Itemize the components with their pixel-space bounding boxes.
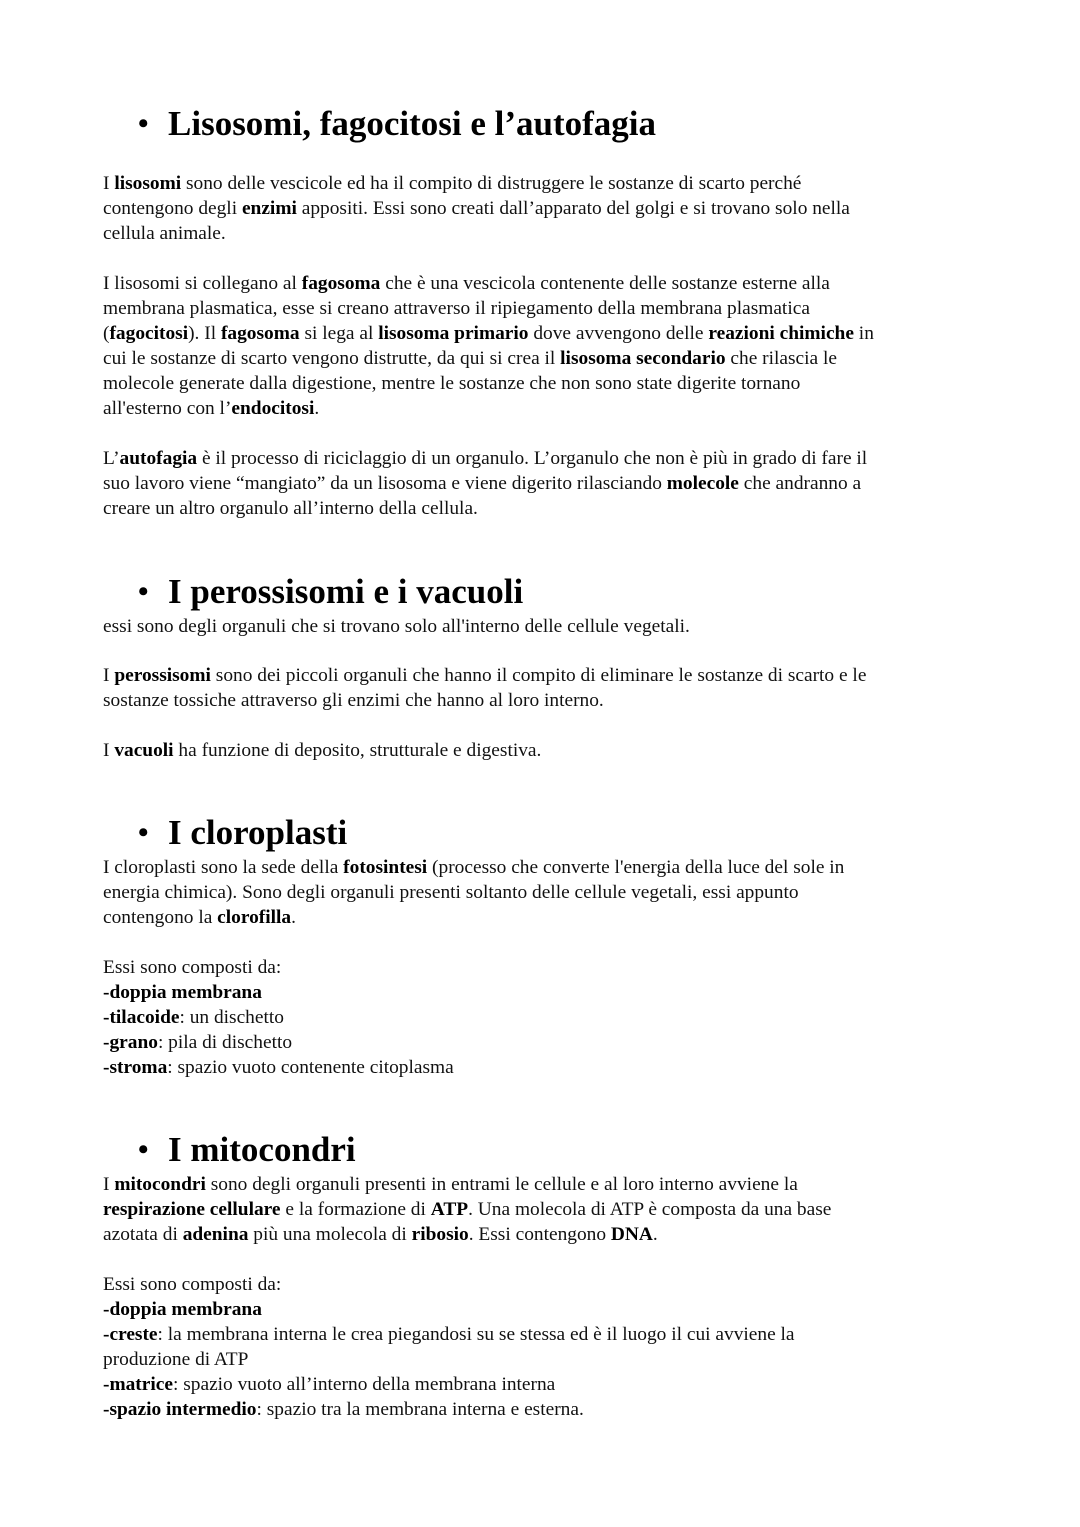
bold-term: perossisomi — [114, 665, 211, 686]
text-run: Essi sono composti da: — [103, 1274, 282, 1295]
bold-term: adenina — [182, 1224, 249, 1245]
bold-term: -creste — [103, 1324, 158, 1345]
bold-term: fagocitosi — [109, 323, 189, 344]
text-run: : spazio vuoto all’interno della membrana interna — [172, 1374, 556, 1395]
text-run: suo lavoro viene “mangiato” da un lisosoma e viene digerito rilasciando — [103, 473, 667, 494]
paragraph — [103, 446, 867, 521]
text-line — [103, 446, 867, 471]
text-run: . — [314, 398, 320, 419]
section-title: Lisosomi, fagocitosi e l’autofagia — [168, 104, 657, 143]
text-run: (processo che converte l'energia della luce del sole in — [427, 857, 845, 878]
text-line — [103, 221, 850, 246]
text-run: produzione di ATP — [103, 1349, 249, 1370]
text-run: sono dei piccoli organuli che hanno il compito di eliminare le sostanze di scarto e le — [210, 665, 867, 686]
bold-term: ribosio — [411, 1224, 469, 1245]
text-run: I cloroplasti sono la sede della — [103, 857, 344, 878]
text-run: essi sono degli organuli che si trovano solo all'interno delle cellule vegetali. — [103, 616, 690, 637]
paragraph — [103, 663, 866, 713]
text-run: azotata di — [103, 1224, 183, 1245]
text-line — [103, 880, 844, 905]
paragraph — [103, 1172, 831, 1247]
text-line — [103, 196, 850, 221]
text-line — [103, 496, 867, 521]
text-run: membrana plasmatica, esse si creano attraverso il ripiegamento della membrana plasmatica — [103, 298, 810, 319]
text-line — [103, 296, 874, 321]
text-run: che andranno a — [738, 473, 862, 494]
paragraph — [103, 171, 850, 246]
text-run: . — [652, 1224, 658, 1245]
text-line — [103, 321, 874, 346]
text-run: molecole generate dalla digestione, mentre le sostanze che non sono state digerite tornano — [103, 373, 801, 394]
bold-term: mitocondri — [114, 1174, 206, 1195]
section-heading-lisosomi — [103, 104, 656, 144]
text-run: I — [103, 665, 115, 686]
text-run: . Una molecola di ATP è composta da una base — [468, 1199, 832, 1220]
text-run: : pila di dischetto — [157, 1032, 293, 1053]
bold-term: -doppia membrana — [103, 1299, 262, 1320]
text-line — [103, 855, 844, 880]
bold-term: -tilacoide — [103, 1007, 180, 1028]
text-run: in — [853, 323, 874, 344]
text-line — [103, 955, 454, 980]
text-run: contengono degli — [103, 198, 242, 219]
text-line — [103, 1172, 831, 1197]
bold-term: reazioni chimiche — [708, 323, 854, 344]
bold-term: -matrice — [103, 1374, 173, 1395]
text-line — [103, 1322, 795, 1347]
text-run: . — [291, 907, 296, 928]
paragraph — [103, 271, 874, 421]
section-heading-mitocondri — [103, 1130, 356, 1170]
text-run: energia chimica). Sono degli organuli presenti soltanto delle cellule vegetali, essi appunto — [103, 882, 799, 903]
text-line — [103, 1030, 454, 1055]
text-line — [103, 1397, 795, 1422]
text-line — [103, 1005, 454, 1030]
text-run: Essi sono composti da: — [103, 957, 282, 978]
bold-term: DNA — [610, 1224, 653, 1245]
text-run: : la membrana interna le crea piegandosi su se stessa ed è il luogo il cui avviene la — [157, 1324, 795, 1345]
text-line — [103, 1372, 795, 1397]
text-run: si lega al — [299, 323, 379, 344]
text-run: . Essi contengono — [468, 1224, 611, 1245]
text-line — [103, 905, 844, 930]
text-line — [103, 1197, 831, 1222]
text-run: L’ — [103, 448, 120, 469]
text-line — [103, 1222, 831, 1247]
text-run: I — [103, 173, 115, 194]
text-run: sono degli organuli presenti in entrami le cellule e al loro interno avviene la — [205, 1174, 798, 1195]
bold-term: respirazione cellulare — [103, 1199, 281, 1220]
bold-term: lisosoma secondario — [560, 348, 726, 369]
text-run: che rilascia le — [725, 348, 837, 369]
text-line — [103, 471, 867, 496]
text-run: I — [103, 1174, 115, 1195]
section-title: I perossisomi e i vacuoli — [168, 572, 524, 611]
text-line — [103, 1347, 795, 1372]
paragraph — [103, 738, 541, 763]
section-heading-perossisomi — [103, 572, 523, 612]
text-line — [103, 396, 874, 421]
bold-term: enzimi — [241, 198, 297, 219]
text-run: : spazio vuoto contenente citoplasma — [167, 1057, 454, 1078]
bold-term: -doppia membrana — [103, 982, 262, 1003]
paragraph — [103, 855, 844, 930]
text-run: cellula animale. — [103, 223, 226, 244]
paragraph — [103, 614, 690, 639]
text-run: : spazio tra la membrana interna e esterna. — [256, 1399, 584, 1420]
bullet-icon: • — [138, 575, 149, 608]
text-line — [103, 1055, 454, 1080]
text-run: sono delle vescicole ed ha il compito di distruggere le sostanze di scarto perché — [181, 173, 802, 194]
bold-term: endocitosi — [231, 398, 315, 419]
text-line — [103, 271, 874, 296]
text-run: I — [103, 740, 115, 761]
paragraph — [103, 955, 454, 1080]
text-line — [103, 688, 866, 713]
bold-term: autofagia — [119, 448, 198, 469]
text-line — [103, 171, 850, 196]
bold-term: fagosoma — [301, 273, 381, 294]
bold-term: clorofilla — [217, 907, 292, 928]
bold-term: -grano — [103, 1032, 158, 1053]
bold-term: -stroma — [103, 1057, 168, 1078]
bullet-icon: • — [138, 816, 149, 849]
bold-term: fotosintesi — [343, 857, 428, 878]
text-line — [103, 1297, 795, 1322]
text-run: che è una vescicola contenente delle sostanze esterne alla — [380, 273, 830, 294]
bullet-icon: • — [138, 1133, 149, 1166]
bold-term: vacuoli — [114, 740, 174, 761]
text-run: dove avvengono delle — [528, 323, 709, 344]
text-run: ). Il — [188, 323, 221, 344]
text-line — [103, 614, 690, 639]
text-run: ha funzione di deposito, strutturale e digestiva. — [173, 740, 542, 761]
text-line — [103, 1272, 795, 1297]
text-run: : un dischetto — [179, 1007, 284, 1028]
paragraph — [103, 1272, 795, 1422]
text-run: più una molecola di — [248, 1224, 412, 1245]
section-title: I cloroplasti — [168, 813, 348, 852]
text-run: contengono la — [103, 907, 218, 928]
bold-term: molecole — [666, 473, 739, 494]
text-run: ( — [103, 323, 110, 344]
text-line — [103, 663, 866, 688]
text-run: sostanze tossiche attraverso gli enzimi che hanno al loro interno. — [103, 690, 604, 711]
text-line — [103, 738, 541, 763]
text-line — [103, 980, 454, 1005]
text-run: all'esterno con l’ — [103, 398, 232, 419]
bold-term: fagosoma — [220, 323, 300, 344]
text-run: cui le sostanze di scarto vengono distrutte, da qui si crea il — [103, 348, 561, 369]
section-heading-cloroplasti — [103, 813, 347, 853]
text-line — [103, 346, 874, 371]
text-run: appositi. Essi sono creati dall’apparato del golgi e si trovano solo nella — [296, 198, 850, 219]
text-run: I lisosomi si collegano al — [103, 273, 302, 294]
bold-term: -spazio intermedio — [103, 1399, 257, 1420]
text-line — [103, 371, 874, 396]
text-run: e la formazione di — [280, 1199, 431, 1220]
text-run: è il processo di riciclaggio di un organulo. L’organulo che non è più in grado di fare il — [197, 448, 868, 469]
bold-term: lisosomi — [114, 173, 182, 194]
section-title: I mitocondri — [168, 1130, 356, 1169]
bold-term: ATP — [430, 1199, 469, 1220]
bullet-icon: • — [138, 107, 149, 140]
text-run: creare un altro organulo all’interno della cellula. — [103, 498, 478, 519]
bold-term: lisosoma primario — [378, 323, 529, 344]
